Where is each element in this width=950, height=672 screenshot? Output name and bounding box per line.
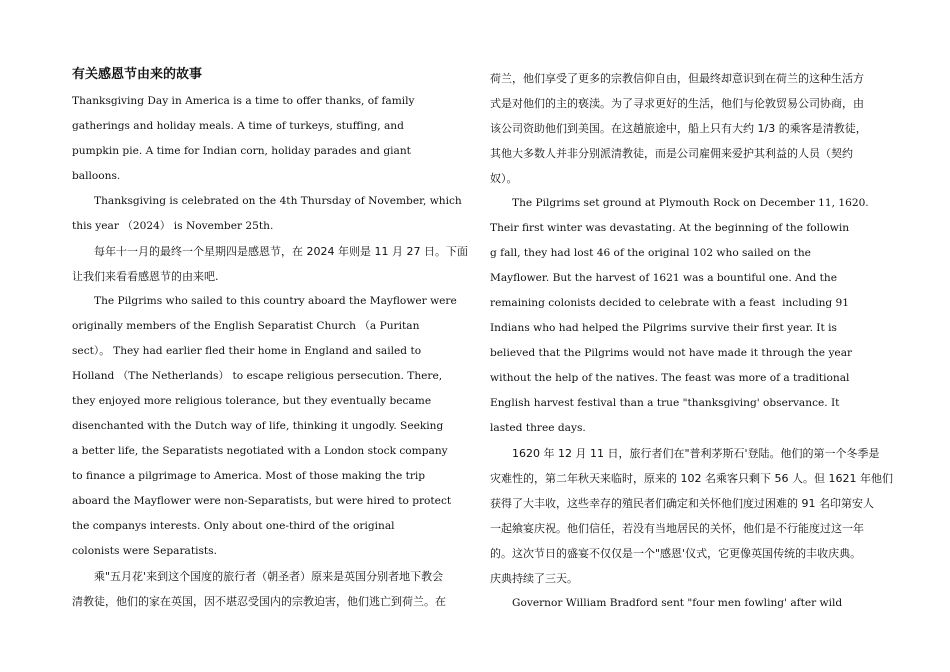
document-title: 有关感恩节由来的故事: [72, 67, 203, 82]
text-line: 让我们来看看感恩节的由来吧.: [72, 270, 219, 283]
text-line: Their first winter was devastating. At the beginning of the followin: [490, 222, 850, 234]
right-column-text: [490, 66, 893, 616]
text-line: 荷兰，他们享受了更多的宗教信仰自由，但最终却意识到在荷兰的这种生活方: [490, 72, 864, 85]
text-line: g fall, they had lost 46 of the original 102 who sailed on the: [490, 247, 811, 259]
text-line: disenchanted with the Dutch way of life, thinking it ungodly. Seeking: [72, 420, 444, 432]
text-line: they enjoyed more religious tolerance, but they eventually became: [72, 395, 432, 407]
text-line: the companys interests. Only about one-third of the original: [72, 520, 395, 532]
text-line: balloons.: [72, 170, 121, 182]
text-line: gatherings and holiday meals. A time of turkeys, stuffing, and: [72, 120, 404, 132]
text-line: 乘"五月花'来到这个国度的旅行者（朝圣者）原来是英国分别者地下教会: [94, 570, 444, 583]
text-line: this year （2024） is November 25th.: [72, 220, 274, 232]
text-line: 获得了大丰收，这些幸存的殖民者们确定和关怀他们度过困难的 91 名印第安人: [490, 497, 874, 510]
text-line: The Pilgrims set ground at Plymouth Rock on December 11, 1620.: [512, 197, 869, 209]
text-line: sect）。 They had earlier fled their home in England and sailed to: [72, 345, 422, 357]
text-line: pumpkin pie. A time for Indian corn, holiday parades and giant: [72, 145, 411, 157]
text-line: 灾难性的，第二年秋天来临时，原来的 102 名乘客只剩下 56 人。但 1621 年他们: [490, 472, 893, 485]
text-line: 1620 年 12 月 11 日，旅行者们在"普利茅斯石'登陆。他们的第一个冬季是: [512, 447, 880, 460]
text-line: Thanksgiving Day in America is a time to offer thanks, of family: [72, 95, 415, 107]
text-line: Holland （The Netherlands） to escape religious persecution. There,: [72, 370, 443, 382]
text-line: colonists were Separatists.: [72, 545, 217, 557]
text-line: English harvest festival than a true "thanksgiving' observance. It: [490, 397, 840, 409]
text-line: 每年十一月的最终一个星期四是感恩节，在 2024 年则是 11 月 27 日。下面: [94, 245, 468, 258]
right-column: [490, 66, 893, 616]
text-line: 该公司资助他们到美国。在这趟旅途中，船上只有大约 1/3 的乘客是清教徒，: [490, 122, 867, 135]
text-line: 的。这次节日的盛宴不仅仅是一个"感恩'仪式，它更像英国传统的丰收庆典。: [490, 547, 862, 560]
left-column-text: [72, 89, 468, 614]
text-line: 奴）。: [490, 172, 518, 185]
text-line: remaining colonists decided to celebrate with a feast including 91: [490, 297, 850, 309]
text-line: a better life, the Separatists negotiated with a London stock company: [72, 445, 448, 457]
text-line: 清教徒，他们的家在英国，因不堪忍受国内的宗教迫害，他们逃亡到荷兰。在: [72, 595, 446, 608]
text-line: Indians who had helped the Pilgrims survive their first year. It is: [490, 322, 837, 334]
text-line: 一起飨宴庆祝。他们信任，若没有当地居民的关怀，他们是不行能度过这一年: [490, 522, 864, 535]
text-line: lasted three days.: [490, 422, 586, 434]
text-line: Thanksgiving is celebrated on the 4th Thursday of November, which: [94, 195, 462, 207]
text-line: 其他大多数人并非分别派清教徒，而是公司雇佣来爱护其利益的人员（契约: [490, 147, 853, 160]
text-line: aboard the Mayflower were non-Separatists, but were hired to protect: [72, 495, 452, 507]
text-line: 庆典持续了三天。: [490, 572, 578, 585]
text-line: to finance a pilgrimage to America. Most of those making the trip: [72, 470, 426, 482]
text-line: The Pilgrims who sailed to this country aboard the Mayflower were: [94, 295, 457, 307]
text-line: Governor William Bradford sent "four men fowling' after wild: [512, 597, 843, 609]
text-line: believed that the Pilgrims would not have made it through the year: [490, 347, 853, 359]
left-column: [72, 66, 468, 614]
text-line: originally members of the English Separatist Church （a Puritan: [72, 320, 420, 332]
text-line: without the help of the natives. The feast was more of a traditional: [490, 372, 850, 384]
text-line: 式是对他们的主的亵渎。为了寻求更好的生活，他们与伦敦贸易公司协商，由: [490, 97, 864, 110]
text-line: Mayflower. But the harvest of 1621 was a bountiful one. And the: [490, 272, 838, 284]
